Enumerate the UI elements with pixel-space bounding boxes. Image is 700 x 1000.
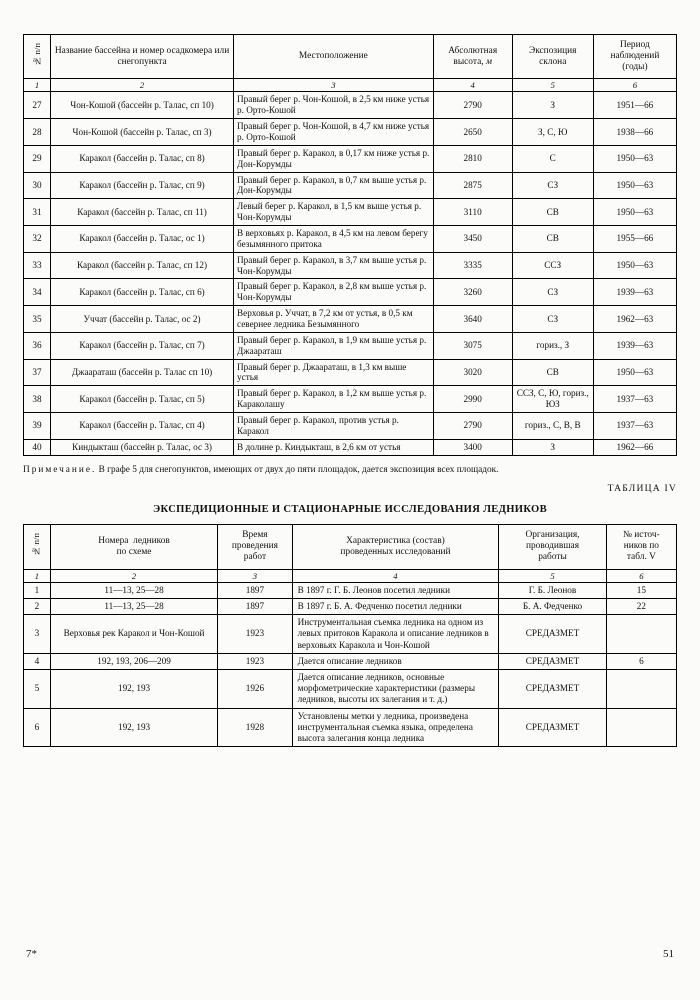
row-altitude: 2990 bbox=[433, 386, 512, 413]
row-period: 1939—63 bbox=[593, 279, 676, 306]
row-description: Дается описание ледников bbox=[292, 653, 499, 669]
table2-colnum-2: 2 bbox=[50, 569, 217, 582]
row-glacier-numbers: 192, 193 bbox=[50, 669, 217, 708]
row-basin-name: Каракол (бассейн р. Талас, сп 7) bbox=[51, 332, 234, 359]
table1-header-period: Период наблюдений (годы) bbox=[593, 35, 676, 79]
row-location: Правый берег р. Каракол, в 0,17 км ниже устья р. Дон-Корумды bbox=[234, 145, 434, 172]
table1-header-num: № п/п bbox=[24, 35, 51, 79]
row-organization: СРЕДАЗМЕТ bbox=[499, 653, 606, 669]
row-altitude: 3335 bbox=[433, 252, 512, 279]
table1-note bbox=[23, 465, 677, 477]
table-number-label: ТАБЛИЦА IV bbox=[607, 483, 677, 495]
row-location: Правый берег р. Каракол, в 1,9 км выше устья р. Джаараташ bbox=[234, 332, 434, 359]
table-row bbox=[24, 669, 677, 708]
row-location: Правый берег р. Чон-Кошой, в 2,5 км ниже устья р. Орто-Кошой bbox=[234, 92, 434, 119]
row-description: Установлены метки у ледника, произведена инструментальная съемка языка, определена высота залегания конца ледника bbox=[292, 708, 499, 747]
table-row bbox=[24, 172, 677, 199]
row-source: 6 bbox=[606, 653, 676, 669]
row-description: В 1897 г. Г. Б. Леонов посетил ледники bbox=[292, 582, 499, 598]
row-basin-name: Каракол (бассейн р. Талас, сп 4) bbox=[51, 413, 234, 440]
table2-colnum-5: 5 bbox=[499, 569, 606, 582]
row-location: Правый берег р. Чон-Кошой, в 4,7 км ниже устья р. Орто-Кошой bbox=[234, 119, 434, 146]
row-number: 4 bbox=[24, 653, 51, 669]
row-exposure: ССЗ, С, Ю, гориз., ЮЗ bbox=[512, 386, 593, 413]
table1-colnum-1: 1 bbox=[24, 79, 51, 92]
row-description: Дается описание ледников, основные морфометрические характеристики (размеры ледников, высоты их залегания и т. д.) bbox=[292, 669, 499, 708]
table1-header-name: Название бассейна и номер осадкомера или снегопункта bbox=[51, 35, 234, 79]
row-exposure: СЗ bbox=[512, 306, 593, 333]
row-basin-name: Чон-Кошой (бассейн р. Талас, сп 3) bbox=[51, 119, 234, 146]
row-exposure: С bbox=[512, 145, 593, 172]
row-period: 1937—63 bbox=[593, 386, 676, 413]
row-glacier-numbers: 11—13, 25—28 bbox=[50, 598, 217, 614]
table2-header-num: № п/п bbox=[24, 525, 51, 569]
row-location: Правый берег р. Каракол, в 3,7 км выше устья р. Чон-Корумды bbox=[234, 252, 434, 279]
row-number: 39 bbox=[24, 413, 51, 440]
row-source: 22 bbox=[606, 598, 676, 614]
row-location: Правый берег р. Каракол, в 2,8 км выше устья р. Чон-Корумды bbox=[234, 279, 434, 306]
row-number: 40 bbox=[24, 439, 51, 455]
table-row bbox=[24, 359, 677, 386]
row-exposure: гориз., С, В, В bbox=[512, 413, 593, 440]
row-number: 29 bbox=[24, 145, 51, 172]
row-period: 1937—63 bbox=[593, 413, 676, 440]
row-period: 1962—66 bbox=[593, 439, 676, 455]
row-basin-name: Каракол (бассейн р. Талас, сп 6) bbox=[51, 279, 234, 306]
table1-colnum-3: 3 bbox=[234, 79, 434, 92]
row-altitude: 3260 bbox=[433, 279, 512, 306]
row-basin-name: Киндыкташ (бассейн р. Талас, ос 3) bbox=[51, 439, 234, 455]
row-period: 1950—63 bbox=[593, 359, 676, 386]
row-number: 2 bbox=[24, 598, 51, 614]
table2-header-sources: № источ- ников по табл. V bbox=[606, 525, 676, 569]
row-basin-name: Каракол (бассейн р. Талас, сп 11) bbox=[51, 199, 234, 226]
table-row bbox=[24, 119, 677, 146]
row-organization: Б. А. Федченко bbox=[499, 598, 606, 614]
row-number: 32 bbox=[24, 226, 51, 253]
row-time: 1926 bbox=[218, 669, 292, 708]
row-number: 37 bbox=[24, 359, 51, 386]
row-number: 30 bbox=[24, 172, 51, 199]
row-basin-name: Джаараташ (бассейн р. Талас сп 10) bbox=[51, 359, 234, 386]
glacier-research-table bbox=[23, 524, 677, 747]
row-exposure: СВ bbox=[512, 226, 593, 253]
table2-header-characteristics: Характеристика (состав) проведенных исследований bbox=[292, 525, 499, 569]
table2-header-organization: Организация, проводившая работы bbox=[499, 525, 606, 569]
signature-mark: 7* bbox=[26, 948, 37, 960]
table2-colnum-6: 6 bbox=[606, 569, 676, 582]
row-source: 15 bbox=[606, 582, 676, 598]
row-glacier-numbers: Верховья рек Каракол и Чон-Кошой bbox=[50, 615, 217, 654]
table2-header-time: Время проведения работ bbox=[218, 525, 292, 569]
note-text: В графе 5 для снегопунктов, имеющих от двух до пяти площадок, дается экспозиция всех площадок. bbox=[98, 464, 499, 475]
table2-title: ЭКСПЕДИЦИОННЫЕ И СТАЦИОНАРНЫЕ ИССЛЕДОВАНИЯ ЛЕДНИКОВ bbox=[153, 504, 547, 516]
table1-colnum-4: 4 bbox=[433, 79, 512, 92]
row-altitude: 2810 bbox=[433, 145, 512, 172]
row-organization: СРЕДАЗМЕТ bbox=[499, 669, 606, 708]
row-basin-name: Каракол (бассейн р. Талас, ос 1) bbox=[51, 226, 234, 253]
row-number: 34 bbox=[24, 279, 51, 306]
row-basin-name: Каракол (бассейн р. Талас, сп 9) bbox=[51, 172, 234, 199]
row-period: 1939—63 bbox=[593, 332, 676, 359]
row-number: 35 bbox=[24, 306, 51, 333]
table-row bbox=[24, 653, 677, 669]
row-period: 1962—63 bbox=[593, 306, 676, 333]
page-number: 51 bbox=[663, 948, 674, 960]
row-period: 1950—63 bbox=[593, 172, 676, 199]
row-altitude: 3400 bbox=[433, 439, 512, 455]
row-altitude: 2790 bbox=[433, 413, 512, 440]
row-number: 3 bbox=[24, 615, 51, 654]
row-number: 33 bbox=[24, 252, 51, 279]
row-exposure: гориз., З bbox=[512, 332, 593, 359]
row-exposure: СВ bbox=[512, 199, 593, 226]
table-row bbox=[24, 413, 677, 440]
table1-header-row bbox=[24, 35, 677, 79]
row-location: В долине р. Киндыкташ, в 2,6 км от устья bbox=[234, 439, 434, 455]
row-location: Правый берег р. Каракол, в 1,2 км выше устья р. Караколашу bbox=[234, 386, 434, 413]
row-time: 1897 bbox=[218, 582, 292, 598]
row-exposure: З bbox=[512, 439, 593, 455]
row-number: 38 bbox=[24, 386, 51, 413]
table1-colnum-row bbox=[24, 79, 677, 92]
row-location: В верховьях р. Каракол, в 4,5 км на левом берегу безымянного притока bbox=[234, 226, 434, 253]
table1-header-altitude: Абсолютная высота, м bbox=[433, 35, 512, 79]
table1-colnum-5: 5 bbox=[512, 79, 593, 92]
row-basin-name: Чон-Кошой (бассейн р. Талас, сп 10) bbox=[51, 92, 234, 119]
row-altitude: 3450 bbox=[433, 226, 512, 253]
row-source bbox=[606, 615, 676, 654]
table1-colnum-2: 2 bbox=[51, 79, 234, 92]
row-organization: Г. Б. Леонов bbox=[499, 582, 606, 598]
row-glacier-numbers: 192, 193 bbox=[50, 708, 217, 747]
row-source bbox=[606, 669, 676, 708]
table2-colnum-1: 1 bbox=[24, 569, 51, 582]
table2-colnum-4: 4 bbox=[292, 569, 499, 582]
table1-header-location: Местоположение bbox=[234, 35, 434, 79]
row-exposure: ССЗ bbox=[512, 252, 593, 279]
row-period: 1938—66 bbox=[593, 119, 676, 146]
row-time: 1923 bbox=[218, 615, 292, 654]
row-number: 31 bbox=[24, 199, 51, 226]
row-exposure: СЗ bbox=[512, 279, 593, 306]
table-row bbox=[24, 252, 677, 279]
table-row bbox=[24, 92, 677, 119]
table1-header-exposure: Экспозиция склона bbox=[512, 35, 593, 79]
row-period: 1951—66 bbox=[593, 92, 676, 119]
table-row bbox=[24, 279, 677, 306]
row-location: Верховья р. Уччат, в 7,2 км от устья, в 0,5 км севернее ледника Безымянного bbox=[234, 306, 434, 333]
row-basin-name: Каракол (бассейн р. Талас, сп 5) bbox=[51, 386, 234, 413]
row-time: 1923 bbox=[218, 653, 292, 669]
row-altitude: 3110 bbox=[433, 199, 512, 226]
row-location: Левый берег р. Каракол, в 1,5 км выше устья р. Чон-Корумды bbox=[234, 199, 434, 226]
row-altitude: 2790 bbox=[433, 92, 512, 119]
row-exposure: З bbox=[512, 92, 593, 119]
row-organization: СРЕДАЗМЕТ bbox=[499, 708, 606, 747]
table-row bbox=[24, 332, 677, 359]
row-description: Инструментальная съемка ледника на одном из левых притоков Каракола и описание ледников в верховьях Каракола и Чон-Кошой bbox=[292, 615, 499, 654]
table2-colnum-row bbox=[24, 569, 677, 582]
row-altitude: 2875 bbox=[433, 172, 512, 199]
row-number: 28 bbox=[24, 119, 51, 146]
row-organization: СРЕДАЗМЕТ bbox=[499, 615, 606, 654]
row-number: 6 bbox=[24, 708, 51, 747]
row-period: 1950—63 bbox=[593, 252, 676, 279]
row-exposure: СВ bbox=[512, 359, 593, 386]
table2-header-row bbox=[24, 525, 677, 569]
row-altitude: 3640 bbox=[433, 306, 512, 333]
row-number: 1 bbox=[24, 582, 51, 598]
row-altitude: 3020 bbox=[433, 359, 512, 386]
row-location: Правый берег р. Джаараташ, в 1,3 км выше устья bbox=[234, 359, 434, 386]
table1-colnum-6: 6 bbox=[593, 79, 676, 92]
row-basin-name: Каракол (бассейн р. Талас, сп 8) bbox=[51, 145, 234, 172]
row-altitude: 2650 bbox=[433, 119, 512, 146]
row-description: В 1897 г. Б. А. Федченко посетил ледники bbox=[292, 598, 499, 614]
row-source bbox=[606, 708, 676, 747]
table-row bbox=[24, 598, 677, 614]
row-location: Правый берег р. Каракол, в 0,7 км выше устья р. Дон-Корумды bbox=[234, 172, 434, 199]
table-row bbox=[24, 615, 677, 654]
row-basin-name: Уччат (бассейн р. Талас, ос 2) bbox=[51, 306, 234, 333]
row-altitude: 3075 bbox=[433, 332, 512, 359]
table-row bbox=[24, 386, 677, 413]
row-number: 36 bbox=[24, 332, 51, 359]
row-time: 1897 bbox=[218, 598, 292, 614]
table-row bbox=[24, 145, 677, 172]
table-row bbox=[24, 306, 677, 333]
row-exposure: СЗ bbox=[512, 172, 593, 199]
table-row bbox=[24, 199, 677, 226]
table-row bbox=[24, 708, 677, 747]
row-number: 5 bbox=[24, 669, 51, 708]
precipitation-stations-table bbox=[23, 34, 677, 456]
row-basin-name: Каракол (бассейн р. Талас, сп 12) bbox=[51, 252, 234, 279]
table2-header-glaciers: Номера ледников по схеме bbox=[50, 525, 217, 569]
row-period: 1950—63 bbox=[593, 199, 676, 226]
row-glacier-numbers: 192, 193, 206—209 bbox=[50, 653, 217, 669]
table2-colnum-3: 3 bbox=[218, 569, 292, 582]
row-number: 27 bbox=[24, 92, 51, 119]
row-time: 1928 bbox=[218, 708, 292, 747]
note-label: Примечание. bbox=[23, 464, 97, 475]
table-row bbox=[24, 439, 677, 455]
row-glacier-numbers: 11—13, 25—28 bbox=[50, 582, 217, 598]
row-period: 1950—63 bbox=[593, 145, 676, 172]
table-row bbox=[24, 226, 677, 253]
row-location: Правый берег р. Каракол, против устья р. Каракол bbox=[234, 413, 434, 440]
row-exposure: З, С, Ю bbox=[512, 119, 593, 146]
table-row bbox=[24, 582, 677, 598]
row-period: 1955—66 bbox=[593, 226, 676, 253]
